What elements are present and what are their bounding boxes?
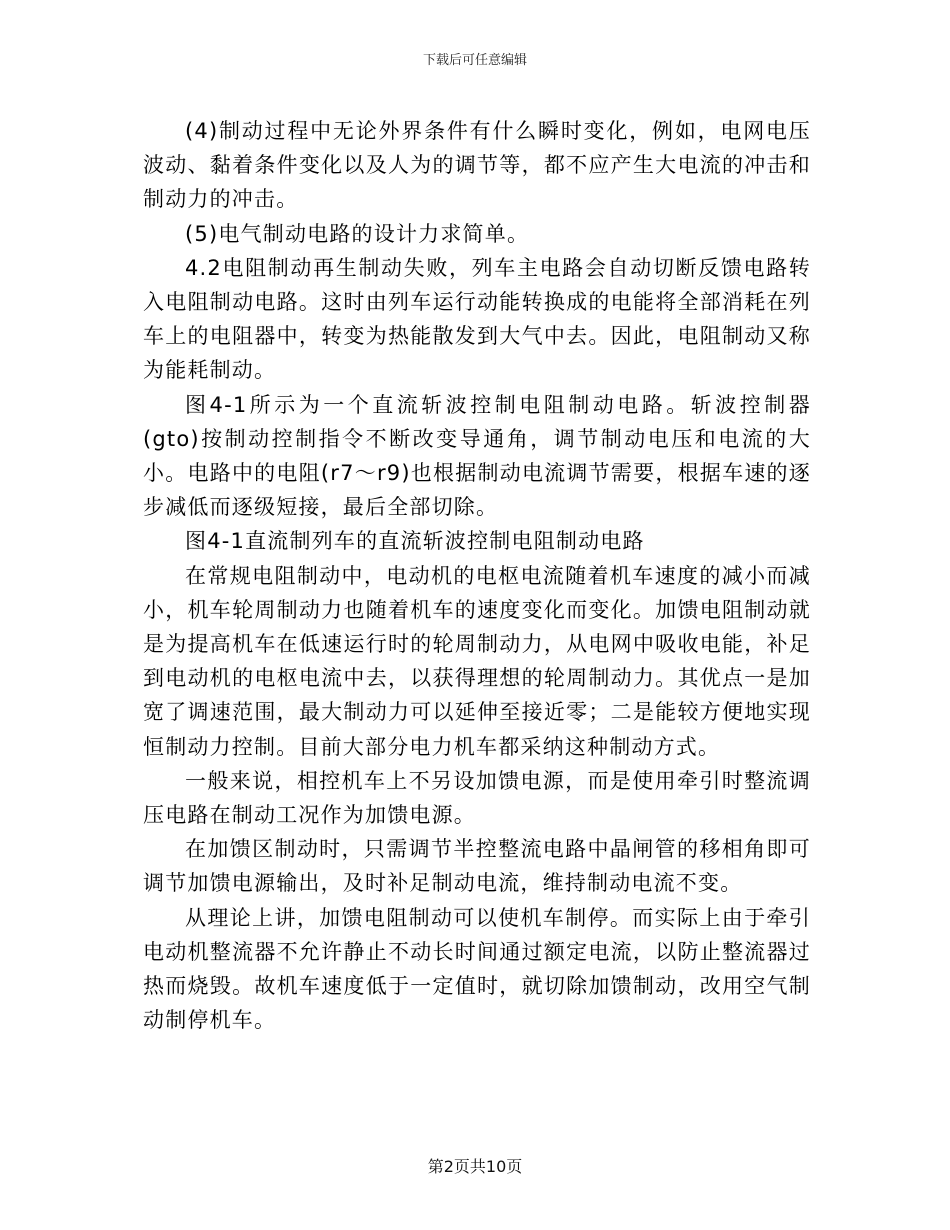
header-note: 下载后可任意编辑 xyxy=(422,53,527,68)
paragraph-braking-requirement-4: (4)制动过程中无论外界条件有什么瞬时变化，例如，电网电压波动、黏着条件变化以及人为的调节等，都不应产生大电流的冲击和制动力的冲击。 xyxy=(143,119,811,212)
document-body xyxy=(143,114,811,1037)
paragraph-braking-requirement-5: (5)电气制动电路的设计力求简单。 xyxy=(185,221,530,246)
page-number: 第2页共10页 xyxy=(427,1157,523,1176)
paragraph-section-4-2: 4.2电阻制动再生制动失败，列车主电路会自动切断反馈电路转入电阻制动电路。这时由列车运行动能转换成的电能将全部消耗在列车上的电阻器中，转变为热能散发到大气中去。因此，电阻制动又称为能耗制动。 xyxy=(143,255,811,383)
paragraph-regenerative-feed-braking: 在常规电阻制动中，电动机的电枢电流随着机车速度的减小而减小，机车轮周制动力也随着机车的速度变化而变化。加馈电阻制动就是为提高机车在低速运行时的轮周制动力，从电网中吸收电能，补足到电动机的电枢电流中去，以获得理想的轮周制动力。其优点一是加宽了调速范围，最大制动力可以延伸至接近零；二是能较方便地实现恒制动力控制。目前大部分电力机车都采纳这种制动方式。 xyxy=(143,563,811,759)
paragraph-theory-stop: 从理论上讲，加馈电阻制动可以使机车制停。而实际上由于牵引电动机整流器不允许静止不动长时间通过额定电流，以防止整流器过热而烧毁。故机车速度低于一定值时，就切除加馈制动，改用空气制动制停机车。 xyxy=(143,905,811,1033)
paragraph-feed-zone-braking: 在加馈区制动时，只需调节半控整流电路中晶闸管的移相角即可调节加馈电源输出，及时补足制动电流，维持制动电流不变。 xyxy=(143,837,811,896)
figure-caption: 图4-1直流制列车的直流斩波控制电阻制动电路 xyxy=(185,529,645,554)
paragraph-phase-controlled-locomotive: 一般来说，相控机车上不另设加馈电源，而是使用牵引时整流调压电路在制动工况作为加馈电源。 xyxy=(143,768,811,828)
paragraph-figure-4-1-description: 图4-1所示为一个直流斩波控制电阻制动电路。斩波控制器(gto)按制动控制指令不断改变导通角，调节制动电压和电流的大小。电路中的电阻(r7～r9)也根据制动电流调节需要，根据车速的逐步减低而逐级短接，最后全部切除。 xyxy=(143,392,811,520)
